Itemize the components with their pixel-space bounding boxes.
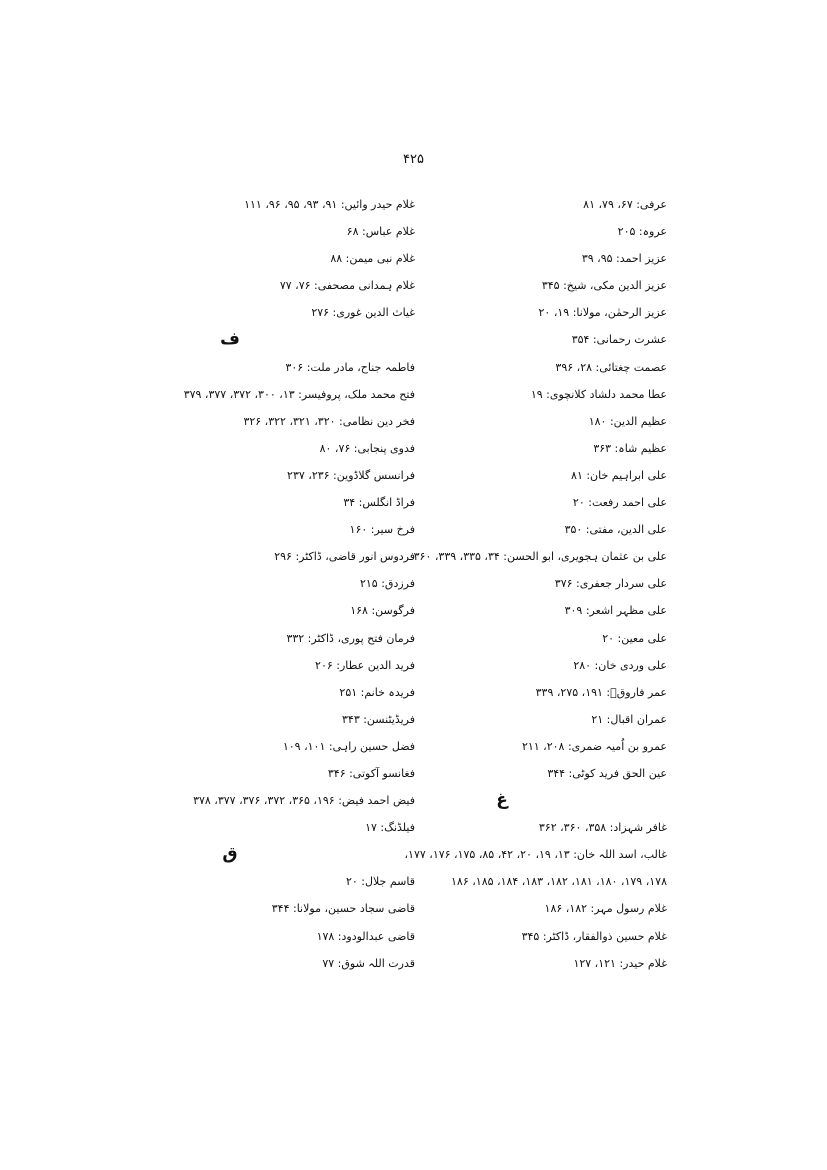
index-entry: قاضی عبدالودود: ۱۷۸ — [316, 929, 415, 943]
index-entry: عین الحق فرید کوٹی: ۳۴۴ — [547, 766, 667, 780]
index-entry: فراڈ انگلس: ۳۴ — [343, 496, 415, 510]
index-entry: قاسم جلال: ۲۰ — [345, 875, 415, 889]
index-entry: عمران اقبال: ۲۱ — [591, 712, 667, 726]
index-entry: غلام حیدر وائیں: ۹۱، ۹۳، ۹۵، ۹۶، ۱۱۱ — [244, 198, 415, 211]
index-entry: عمر فاروقؓ: ۱۹۱، ۲۷۵، ۳۳۹ — [535, 685, 667, 699]
index-entry: علی سردار جعفری: ۳۷۶ — [554, 577, 667, 591]
index-entry: عرفی: ۶۷، ۷۹، ۸۱ — [583, 198, 667, 211]
index-entry: عزیز الدین مکی، شیخ: ۳۴۵ — [541, 279, 667, 293]
index-entry: علی بن عثمان ہجویری، ابو الحسن: ۳۴، ۳۳۵، ۳۳۹، ۳۶۰ — [413, 550, 667, 564]
index-entry: عطا محمد دلشاد کلانچوی: ۱۹ — [530, 387, 667, 401]
index-entry: عظیم الدین: ۱۸۰ — [588, 414, 667, 428]
index-entry: فریڈیٹنسن: ۳۴۳ — [342, 712, 415, 726]
index-entry: فیض احمد فیض: ۱۹۶، ۳۶۵، ۳۷۲، ۳۷۶، ۳۷۷، ۳۷۸ — [193, 794, 415, 808]
index-entry: عزیز احمد: ۹۵، ۳۹ — [581, 252, 667, 266]
index-entry: فیلڈنگ: ۱۷ — [365, 821, 415, 835]
index-entry: فرید الدین عطار: ۲۰۶ — [315, 658, 415, 672]
index-entry: غافر شہزاد: ۳۵۸، ۳۶۰، ۳۶۲ — [538, 821, 667, 835]
index-entry: عشرت رحمانی: ۳۵۴ — [571, 333, 667, 347]
index-entry: غیاث الدین غوری: ۲۷۶ — [311, 306, 415, 320]
index-entry: عمرو بن اُمیہ ضمری: ۲۰۸، ۲۱۱ — [521, 739, 667, 753]
index-entry: فرگوسن: ۱۶۸ — [350, 604, 415, 618]
index-entry: عظیم شاہ: ۳۶۳ — [593, 441, 667, 455]
index-entry: قدرت اللہ شوق: ۷۷ — [322, 956, 415, 970]
index-entry: علی ابراہیم خان: ۸۱ — [571, 468, 667, 482]
index-entry: عصمت چغتائی: ۲۸، ۳۹۶ — [555, 360, 667, 374]
index-column-left — [45, 191, 415, 977]
index-entry: علی الدین، مفتی: ۳۵۰ — [564, 523, 667, 537]
index-entry: عروہ: ۲۰۵ — [617, 225, 667, 239]
page-number: ۴۲۵ — [403, 152, 424, 167]
index-letter-heading: ق — [222, 844, 238, 865]
index-entry: فردوس انور قاضی، ڈاکٹر: ۲۹۶ — [274, 550, 415, 564]
index-entry: عزیز الرحمٰن، مولانا: ۱۹، ۲۰ — [538, 306, 667, 320]
index-entry: فرخ سیر: ۱۶۰ — [349, 523, 415, 537]
index-entry: فخر دین نظامی: ۳۲۰، ۳۲۱، ۳۲۲، ۳۲۶ — [243, 414, 415, 428]
index-entry: فرمان فتح پوری، ڈاکٹر: ۳۳۲ — [286, 631, 415, 645]
index-entry: غلام نبی میمن: ۸۸ — [330, 252, 415, 266]
index-entry: قاضی سجاد حسین، مولانا: ۳۴۴ — [271, 902, 415, 916]
index-entry: فرزدق: ۲۱۵ — [359, 577, 415, 591]
index-entry: غلام عباس: ۶۸ — [346, 225, 415, 239]
index-entry-continuation: ۱۷۸، ۱۷۹، ۱۸۰، ۱۸۱، ۱۸۲، ۱۸۳، ۱۸۴، ۱۸۵، ۱۸۶ — [451, 875, 667, 889]
index-entry: فغانسو آکوتی: ۳۴۶ — [327, 766, 415, 780]
index-entry: علی معین: ۲۰ — [602, 631, 667, 645]
index-entry: فدوی پنجابی: ۷۶، ۸۰ — [319, 441, 415, 455]
index-entry: فرانسس گلاڈوین: ۲۳۶، ۲۳۷ — [287, 468, 415, 482]
index-entry: غلام رسول مہر: ۱۸۲، ۱۸۶ — [544, 902, 667, 916]
index-entry: فریدہ خانم: ۲۵۱ — [339, 685, 415, 699]
index-entry: غالب، اسد اللہ خان: ۱۳، ۱۹، ۲۰، ۴۲، ۸۵، ۱۷۵، ۱۷۶، ۱۷۷، — [404, 848, 667, 862]
index-entry: غلام ہمدانی مصحفی: ۷۶، ۷۷ — [279, 279, 415, 293]
index-entry: فتح محمد ملک، پروفیسر: ۱۳، ۳۰۰، ۳۷۲، ۳۷۷، ۳۷۹ — [183, 387, 415, 401]
index-entry: غلام حسین ذوالفقار، ڈاکٹر: ۳۴۵ — [521, 929, 667, 943]
index-entry: علی مظہر اشعر: ۳۰۹ — [564, 604, 667, 618]
index-entry: فضل حسین راہی: ۱۰۱، ۱۰۹ — [282, 739, 415, 753]
index-entry: غلام حیدر: ۱۲۱، ۱۲۷ — [573, 956, 667, 970]
index-letter-heading: ف — [220, 329, 240, 350]
index-entry: علی وردی خان: ۲۸۰ — [573, 658, 667, 672]
index-entry: فاطمہ جناح، مادر ملت: ۳۰۶ — [285, 360, 415, 374]
index-letter-heading: غ — [496, 790, 508, 811]
index-entry: علی احمد رفعت: ۲۰ — [572, 496, 667, 510]
